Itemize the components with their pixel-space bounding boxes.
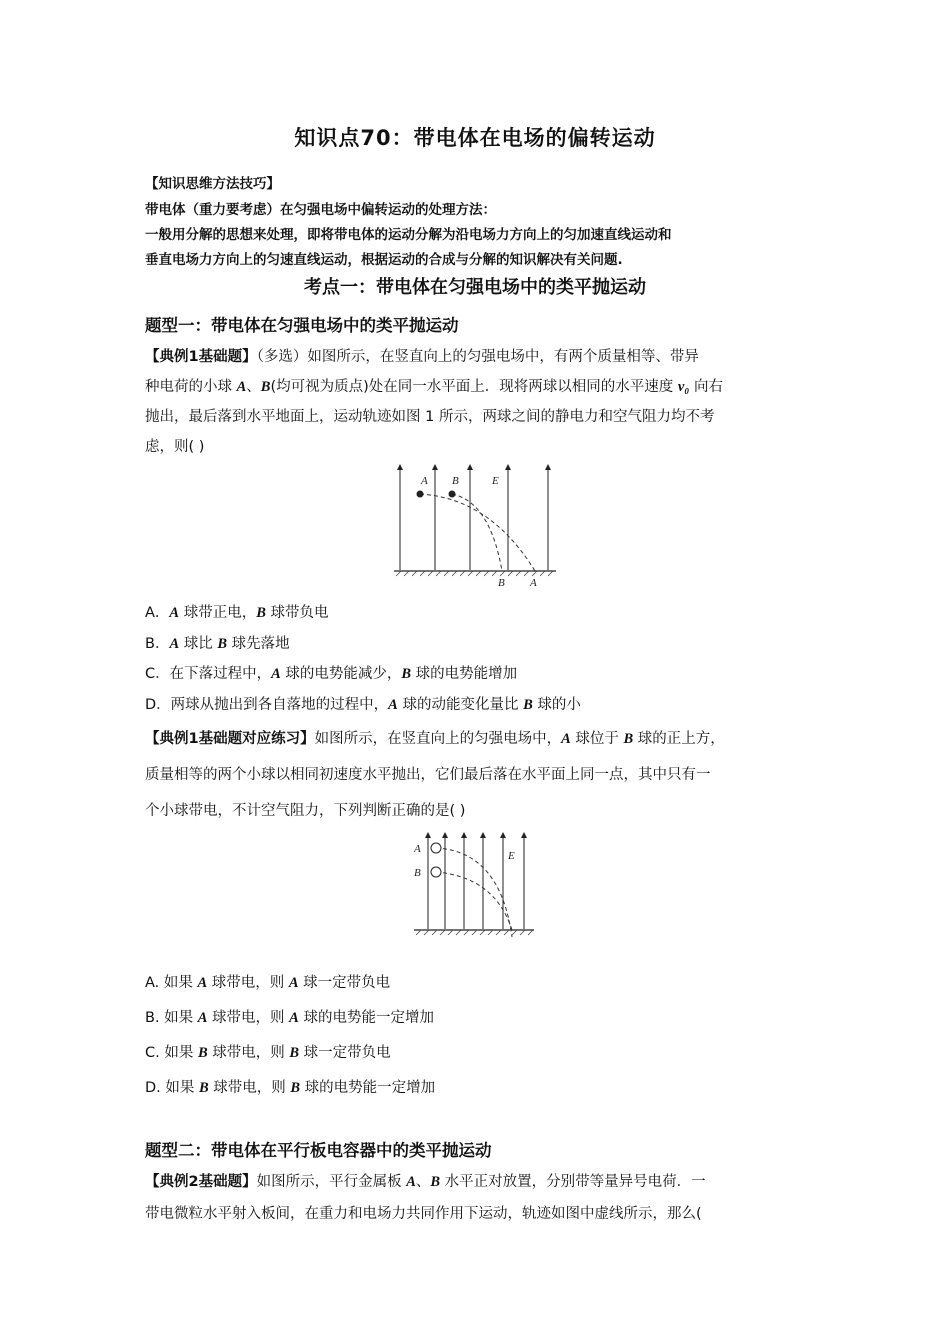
var: A [197,1010,208,1026]
label-a: A [414,843,421,855]
ex1p-line-3: 个小球带电，不计空气阻力，下列判断正确的是( ) [145,803,466,819]
var-v0: v₀ [677,379,690,395]
option-text: D. 如果 [145,1080,199,1096]
ex1-text: 种电荷的小球 [145,379,237,395]
method-heading: 【知识思维方法技巧】 [145,176,280,192]
ex1p-option-c [145,1041,810,1062]
ex1p-text: 球位于 [570,731,624,747]
option-text: 球一定带负电 [298,975,391,991]
ex1-line-4: 虑，则( ) [145,439,205,455]
option-text: 球带电，则 [208,1080,291,1096]
label-b-landing: B [498,577,505,589]
option-text: 球先落地 [227,636,290,652]
label-a-landing: A [530,577,537,589]
option-text: C. 如果 [145,1045,198,1061]
ex2-tag: 【典例2基础题】 [145,1174,257,1190]
var-A: A [561,731,571,747]
ex1-option-a [145,601,810,622]
ex1-option-c [145,662,810,683]
option-text: 球带电，则 [207,1045,290,1061]
ground-hatch [416,930,533,935]
option-text: 球的电势能一定增加 [300,1080,436,1096]
method-line-2: 一般用分解的思想来处理，即将带电体的运动分解为沿电场力方向上的匀加速直线运动和 [145,227,672,243]
ex1p-option-a [145,971,810,992]
ex1p-line-1 [145,727,810,748]
ex1p-option-d [145,1076,810,1097]
option-text: 球带电，则 [207,975,289,991]
label-b: B [452,475,459,487]
ex1p-option-b [145,1006,810,1027]
var: A [169,636,180,652]
ex2-line-1 [145,1170,810,1191]
option-text: 球的电势能增加 [411,666,518,682]
type2-heading: 题型二：带电体在平行板电容器中的类平抛运动 [145,1141,492,1160]
ex2-text: 如图所示，平行金属板 [256,1174,407,1190]
ex2-text: 、 [415,1174,431,1190]
page-title: 知识点70：带电体在电场的偏转运动 [294,126,656,150]
option-text: 球的电势能一定增加 [298,1010,434,1026]
var: B [290,1080,301,1096]
option-text: A. 如果 [145,975,198,991]
ex1p-figure [410,829,540,944]
var: A [289,1010,299,1026]
option-text: B． [145,636,170,652]
ex1-figure [390,462,560,592]
option-text: B. 如果 [145,1010,198,1026]
var: B [289,1045,300,1061]
var-B: B [260,379,271,395]
ex1-line-3: 抛出，最后落到水平地面上，运动轨迹如图 1 所示，两球之间的静电力和空气阻力均不考 [145,409,715,425]
ex1p-text: 如图所示，在竖直向上的匀强电场中， [314,731,562,747]
var: B [217,636,228,652]
option-text: C．在下落过程中， [145,666,272,682]
ex1-text: 向右 [689,379,723,395]
ball-b [431,867,441,877]
ex1-option-b [145,632,810,653]
var-B: B [430,1174,441,1190]
var-B: B [623,731,634,747]
ex1-text: 、 [246,379,261,395]
ground-hatch [396,571,553,576]
trajectory-b [452,494,502,571]
ex2-text: 水平正对放置，分别带等量异号电荷．一 [440,1174,706,1190]
option-text: 球带电，则 [207,1010,290,1026]
var: A [169,605,180,621]
trajectory-a [436,848,512,937]
type1-heading: 题型一：带电体在匀强电场中的类平抛运动 [145,316,459,335]
option-text: D．两球从抛出到各自落地的过程中， [145,697,389,713]
ball-b [449,491,456,498]
ex1-tag: 【典例1基础题】 [145,349,257,365]
ex2-line-2: 带电微粒水平射入板间，在重力和电场力共同作用下运动，轨迹如图中虚线所示，那么( [145,1206,702,1222]
var: A [271,666,281,682]
label-e: E [492,475,499,487]
var: B [197,1045,208,1061]
ball-a [417,491,424,498]
var-A: A [236,379,247,395]
label-a: A [421,475,428,487]
ex1-text: (均可视为质点)处在同一水平面上．现将两球以相同的水平速度 [270,379,678,395]
var-A: A [406,1174,416,1190]
option-text: 球比 [179,636,218,652]
var: B [401,666,412,682]
ex1p-line-2: 质量相等的两个小球以相同初速度水平抛出，它们最后落在水平面上同一点，其中只有一 [145,767,711,783]
ex1p-tag: 【典例1基础题对应练习】 [145,731,315,747]
option-text: 球的动能变化量比 [397,697,524,713]
var: A [388,697,398,713]
ex1-text: （多选）如图所示，在竖直向上的匀强电场中，有两个质量相等、带异 [256,349,699,365]
option-text: 球的小 [532,697,581,713]
option-text: 球一定带负电 [299,1045,391,1061]
var: B [256,605,266,621]
label-e: E [508,850,515,862]
ex1-line-1 [145,345,810,366]
kaodian-heading: 考点一：带电体在匀强电场中的类平抛运动 [304,277,646,298]
option-text: 球的电势能减少， [280,666,402,682]
label-b: B [414,867,421,879]
option-text: A． [145,605,170,621]
method-line-1: 带电体（重力要考虑）在匀强电场中偏转运动的处理方法： [145,202,496,218]
var: B [199,1080,209,1096]
ex1-option-d [145,693,810,714]
ex1p-text: 球的正上方， [633,731,725,747]
ex1-line-2 [145,375,810,396]
trajectory-b [436,872,512,930]
var: A [197,975,208,991]
var: A [288,975,299,991]
option-text: 球带正电， [179,605,257,621]
method-line-3: 垂直电场力方向上的匀速直线运动，根据运动的合成与分解的知识解决有关问题. [145,252,623,268]
var: B [523,697,533,713]
option-text: 球带负电 [265,605,329,621]
ball-a [431,843,441,853]
trajectory-a [420,494,535,571]
